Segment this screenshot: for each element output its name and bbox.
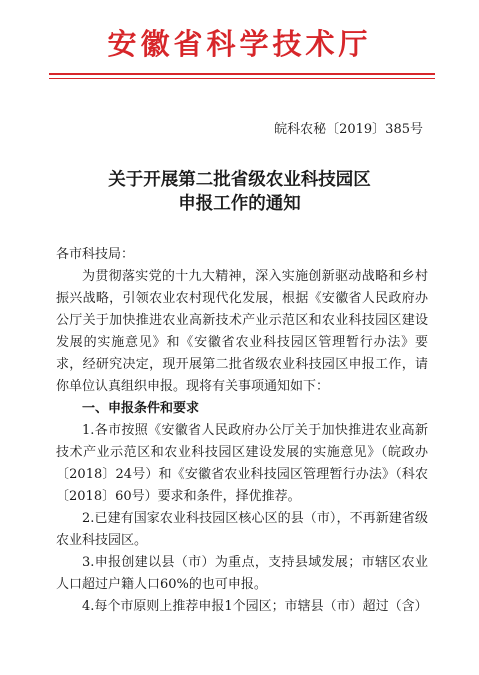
section-heading-1: 一、申报条件和要求	[82, 401, 200, 416]
list-item-2: 2.已建有国家农业科技园区核心区的县（市），不再新建省级农业科技园区。	[56, 511, 428, 548]
intro-paragraph: 为贯彻落实党的十九大精神，深入实施创新驱动战略和乡村振兴战略，引领农业农村现代化发展，根据《安徽省人民政府办公厅关于加快推进农业高新技术产业示范区和农业科技园区建设发展的实施意见》和《安徽省农业科技园区管理暂行办法》要求，经研究决定，现开展第二批省级农业科技园区申报工作，请你单位认真组织申报。现将有关事项通知如下：	[56, 269, 428, 394]
document-title	[0, 168, 479, 216]
letterhead-rule-thick	[49, 73, 435, 75]
list-item-4: 4.每个市原则上推荐申报1个园区；市辖县（市）超过（含）	[82, 599, 428, 614]
document-title-line-2: 申报工作的通知	[178, 194, 301, 214]
letterhead-rule-thin	[49, 78, 435, 79]
document-number: 皖科农秘〔2019〕385号	[274, 122, 423, 137]
salutation: 各市科技局：	[56, 247, 135, 262]
document-body	[56, 244, 428, 618]
list-item-3: 3.申报创建以县（市）为重点，支持县域发展；市辖区农业人口超过户籍人口60%的也可申报。	[56, 555, 428, 592]
list-item-1: 1.各市按照《安徽省人民政府办公厅关于加快推进农业高新技术产业示范区和农业科技园区建设发展的实施意见》（皖政办〔2018〕24号）和《安徽省农业科技园区管理暂行办法》（科农〔2018〕60号）要求和条件，择优推荐。	[56, 423, 428, 504]
document-title-line-1: 关于开展第二批省级农业科技园区	[108, 170, 371, 190]
letterhead-org-name: 安徽省科学技术厅	[107, 27, 372, 61]
